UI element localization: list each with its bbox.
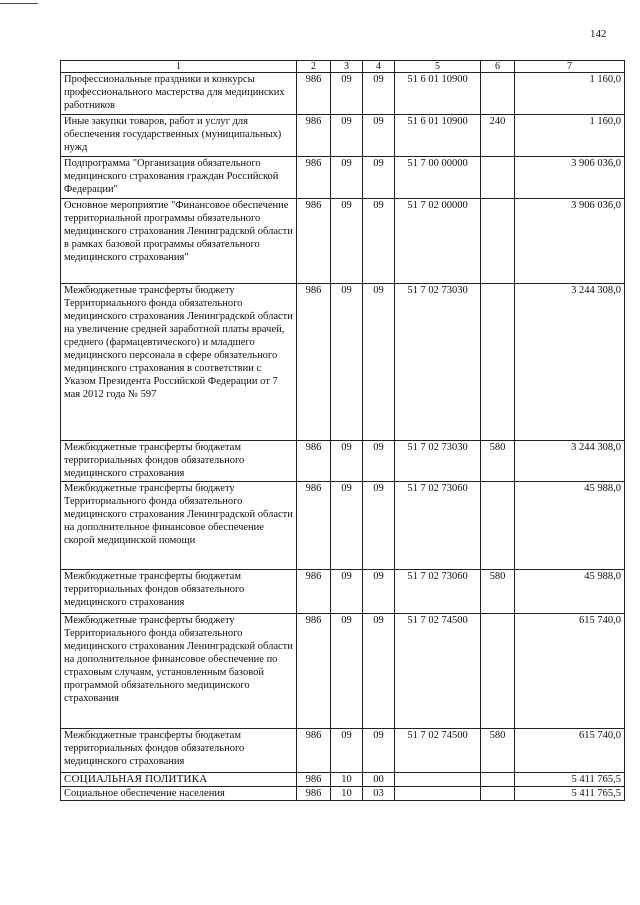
row-pr: 03 <box>363 787 395 801</box>
row-vr <box>481 614 515 729</box>
row-name: Социальное обеспечение населения <box>61 787 297 801</box>
row-adm: 986 <box>297 199 331 284</box>
top-rule <box>0 3 38 4</box>
row-pr: 09 <box>363 570 395 614</box>
column-header: 6 <box>481 61 515 73</box>
row-pr: 09 <box>363 729 395 773</box>
column-header: 7 <box>515 61 625 73</box>
column-header: 4 <box>363 61 395 73</box>
row-csr <box>395 787 481 801</box>
row-vr <box>481 199 515 284</box>
row-sum: 45 988,0 <box>515 570 625 614</box>
row-csr: 51 7 02 73060 <box>395 482 481 570</box>
row-pr: 09 <box>363 115 395 157</box>
row-vr <box>481 157 515 199</box>
row-rz: 09 <box>331 115 363 157</box>
row-name: Профессиональные праздники и конкурсы профессионального мастерства для медицинских работников <box>61 73 297 115</box>
row-rz: 09 <box>331 284 363 441</box>
table-row <box>61 570 625 614</box>
row-sum: 615 740,0 <box>515 729 625 773</box>
column-header: 5 <box>395 61 481 73</box>
table-row <box>61 157 625 199</box>
row-name: Межбюджетные трансферты бюджетам территориальных фондов обязательного медицинского страхования <box>61 441 297 482</box>
row-adm: 986 <box>297 787 331 801</box>
row-adm: 986 <box>297 729 331 773</box>
row-vr: 580 <box>481 441 515 482</box>
row-vr: 580 <box>481 729 515 773</box>
table-row <box>61 482 625 570</box>
row-csr <box>395 773 481 787</box>
row-name: Подпрограмма "Организация обязательного медицинского страхования граждан Российской Федерации" <box>61 157 297 199</box>
row-vr <box>481 787 515 801</box>
row-csr: 51 7 00 00000 <box>395 157 481 199</box>
row-name: Межбюджетные трансферты бюджету Территориального фонда обязательного медицинского страхования Ленинградской области на увеличение средней заработной платы врачей, среднего (фармацевтического) и младшего медицинского персонала в сфере обязательного медицинского страхования в соответствии с Указом Президента Российской Федерации от 7 мая 2012 года № 597 <box>61 284 297 441</box>
row-rz: 09 <box>331 73 363 115</box>
row-adm: 986 <box>297 570 331 614</box>
row-adm: 986 <box>297 614 331 729</box>
row-csr: 51 7 02 73030 <box>395 284 481 441</box>
row-rz: 10 <box>331 787 363 801</box>
row-name: Иные закупки товаров, работ и услуг для обеспечения государственных (муниципальных) нужд <box>61 115 297 157</box>
row-sum: 5 411 765,5 <box>515 773 625 787</box>
row-vr: 240 <box>481 115 515 157</box>
row-vr <box>481 73 515 115</box>
row-sum: 1 160,0 <box>515 115 625 157</box>
row-sum: 3 244 308,0 <box>515 441 625 482</box>
table-row <box>61 787 625 801</box>
budget-table <box>60 60 625 801</box>
row-rz: 09 <box>331 199 363 284</box>
row-pr: 09 <box>363 441 395 482</box>
row-name: Межбюджетные трансферты бюджетам территориальных фондов обязательного медицинского страхования <box>61 729 297 773</box>
row-sum: 615 740,0 <box>515 614 625 729</box>
row-sum: 1 160,0 <box>515 73 625 115</box>
table-row <box>61 614 625 729</box>
row-sum: 3 244 308,0 <box>515 284 625 441</box>
page-number: 142 <box>590 28 607 40</box>
row-pr: 09 <box>363 199 395 284</box>
row-vr: 580 <box>481 570 515 614</box>
row-rz: 09 <box>331 482 363 570</box>
row-rz: 09 <box>331 729 363 773</box>
row-pr: 09 <box>363 284 395 441</box>
row-csr: 51 7 02 73060 <box>395 570 481 614</box>
row-name: Межбюджетные трансферты бюджету Территориального фонда обязательного медицинского страхования Ленинградской области на дополнительное финансовое обеспечение по страховым случаям, установленным базовой программой обязательного медицинского страхования <box>61 614 297 729</box>
row-csr: 51 6 01 10900 <box>395 73 481 115</box>
column-header: 2 <box>297 61 331 73</box>
row-adm: 986 <box>297 482 331 570</box>
row-csr: 51 7 02 00000 <box>395 199 481 284</box>
row-rz: 10 <box>331 773 363 787</box>
row-csr: 51 7 02 74500 <box>395 729 481 773</box>
row-pr: 09 <box>363 73 395 115</box>
row-rz: 09 <box>331 157 363 199</box>
table-row <box>61 199 625 284</box>
row-rz: 09 <box>331 441 363 482</box>
row-adm: 986 <box>297 73 331 115</box>
column-header: 1 <box>61 61 297 73</box>
row-adm: 986 <box>297 284 331 441</box>
row-adm: 986 <box>297 157 331 199</box>
row-csr: 51 7 02 73030 <box>395 441 481 482</box>
row-rz: 09 <box>331 570 363 614</box>
row-sum: 3 906 036,0 <box>515 157 625 199</box>
row-sum: 45 988,0 <box>515 482 625 570</box>
row-name: Основное мероприятие "Финансовое обеспечение территориальной программы обязательного медицинского страхования Ленинградской области в рамках базовой программы обязательного медицинского страхования" <box>61 199 297 284</box>
row-adm: 986 <box>297 115 331 157</box>
table-row <box>61 284 625 441</box>
row-adm: 986 <box>297 441 331 482</box>
row-csr: 51 6 01 10900 <box>395 115 481 157</box>
header-row <box>61 61 625 73</box>
column-header: 3 <box>331 61 363 73</box>
row-sum: 3 906 036,0 <box>515 199 625 284</box>
row-pr: 09 <box>363 157 395 199</box>
row-adm: 986 <box>297 773 331 787</box>
table-row <box>61 115 625 157</box>
row-name: Межбюджетные трансферты бюджетам территориальных фондов обязательного медицинского страхования <box>61 570 297 614</box>
row-pr: 09 <box>363 614 395 729</box>
row-pr: 00 <box>363 773 395 787</box>
row-rz: 09 <box>331 614 363 729</box>
table-row <box>61 729 625 773</box>
row-name: Межбюджетные трансферты бюджету Территориального фонда обязательного медицинского страхования Ленинградской области на дополнительное финансовое обеспечение скорой медицинской помощи <box>61 482 297 570</box>
table-row <box>61 773 625 787</box>
row-vr <box>481 482 515 570</box>
row-pr: 09 <box>363 482 395 570</box>
row-csr: 51 7 02 74500 <box>395 614 481 729</box>
row-sum: 5 411 765,5 <box>515 787 625 801</box>
row-vr <box>481 284 515 441</box>
table-row <box>61 73 625 115</box>
table-row <box>61 441 625 482</box>
row-vr <box>481 773 515 787</box>
row-name: СОЦИАЛЬНАЯ ПОЛИТИКА <box>61 773 297 787</box>
